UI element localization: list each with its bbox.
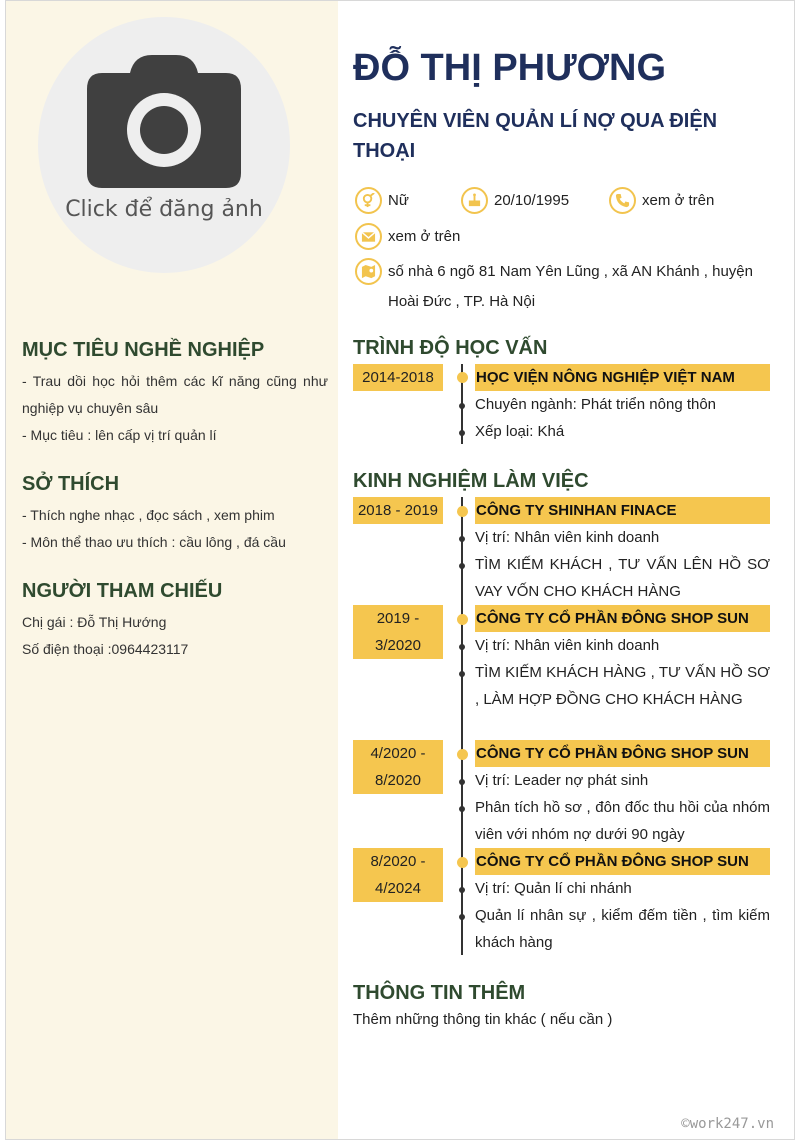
map-icon — [355, 258, 382, 285]
timeline-dot — [457, 506, 468, 517]
phone-icon — [609, 187, 636, 214]
hobbies-title: SỞ THÍCH — [22, 473, 120, 495]
references-section — [22, 580, 328, 663]
experience-detail: Vị trí: Nhân viên kinh doanh — [475, 529, 660, 546]
experience-date: 8/2020 - 4/2024 — [353, 848, 443, 902]
education-school: HỌC VIỆN NÔNG NGHIỆP VIỆT NAM — [475, 364, 770, 391]
email-value: xem ở trên — [388, 228, 461, 245]
education-detail: Xếp loại: Khá — [475, 423, 565, 440]
experience-detail: Vị trí: Nhân viên kinh doanh — [475, 637, 660, 654]
gender-value: Nữ — [388, 192, 409, 209]
experience-title: KINH NGHIỆM LÀM VIỆC — [353, 470, 589, 492]
experience-detail: TÌM KIẾM KHÁCH , TƯ VẤN LÊN HỒ SƠ VAY VỐN CHO KHÁCH HÀNG — [475, 556, 770, 600]
hobby-line: - Môn thể thao ưu thích : cầu lông , đá cầu — [22, 534, 286, 550]
more-info-title: THÔNG TIN THÊM — [353, 982, 526, 1004]
experience-date: 2018 - 2019 — [353, 497, 443, 524]
phone-info — [609, 187, 714, 214]
reference-line: Số điện thoại :0964423117 — [22, 641, 189, 657]
hobbies-section — [22, 473, 328, 556]
candidate-name: ĐỖ THỊ PHƯƠNG — [353, 47, 667, 89]
more-info-text: Thêm những thông tin khác ( nếu cần ) — [353, 1011, 613, 1028]
email-icon — [355, 223, 382, 250]
experience-detail: Phân tích hồ sơ , đôn đốc thu hồi của nhóm viên với nhóm nợ dưới 90 ngày — [475, 799, 770, 843]
experience-detail: Vị trí: Leader nợ phát sinh — [475, 772, 649, 789]
bullet-dot — [459, 430, 465, 436]
timeline-dot — [457, 857, 468, 868]
timeline-dot — [457, 372, 468, 383]
experience-date: 4/2020 - 8/2020 — [353, 740, 443, 794]
bullet-dot — [459, 887, 465, 893]
objective-section — [22, 339, 328, 449]
email-info — [355, 223, 460, 250]
experience-date: 2019 - 3/2020 — [353, 605, 443, 659]
experience-company: CÔNG TY CỔ PHẦN ĐÔNG SHOP SUN — [475, 605, 770, 632]
birthday-value: 20/10/1995 — [494, 192, 570, 209]
education-detail: Chuyên ngành: Phát triển nông thôn — [475, 396, 717, 413]
birthday-info — [461, 187, 569, 214]
cv-page — [5, 0, 795, 1140]
bullet-dot — [459, 671, 465, 677]
experience-company: CÔNG TY SHINHAN FINACE — [475, 497, 770, 524]
bullet-dot — [459, 806, 465, 812]
timeline-dot — [457, 614, 468, 625]
bullet-dot — [459, 644, 465, 650]
objective-line: - Mục tiêu : lên cấp vị trí quản lí — [22, 427, 217, 443]
phone-value: xem ở trên — [642, 192, 715, 209]
experience-detail: Vị trí: Quản lí chi nhánh — [475, 880, 632, 897]
bullet-dot — [459, 536, 465, 542]
experience-company: CÔNG TY CỔ PHẦN ĐÔNG SHOP SUN — [475, 848, 770, 875]
bullet-dot — [459, 914, 465, 920]
birthday-cake-icon — [461, 187, 488, 214]
sidebar — [6, 1, 338, 1139]
objective-title: MỤC TIÊU NGHỀ NGHIỆP — [22, 339, 265, 361]
photo-upload-label: Click để đăng ảnh — [65, 197, 263, 222]
bullet-dot — [459, 779, 465, 785]
experience-company: CÔNG TY CỔ PHẦN ĐÔNG SHOP SUN — [475, 740, 770, 767]
hobby-line: - Thích nghe nhạc , đọc sách , xem phim — [22, 507, 275, 523]
education-date: 2014-2018 — [353, 364, 443, 391]
experience-detail: TÌM KIẾM KHÁCH HÀNG , TƯ VẤN HỒ SƠ , LÀM HỢP ĐỒNG CHO KHÁCH HÀNG — [475, 664, 770, 708]
experience-detail: Quản lí nhân sự , kiểm đếm tiền , tìm kiếm khách hàng — [475, 907, 770, 951]
watermark: ©work247.vn — [681, 1116, 774, 1132]
bullet-dot — [459, 403, 465, 409]
address-info — [355, 258, 768, 317]
education-title: TRÌNH ĐỘ HỌC VẤN — [353, 337, 548, 359]
photo-upload[interactable] — [38, 17, 290, 273]
gender-icon — [355, 187, 382, 214]
address-value: số nhà 6 ngõ 81 Nam Yên Lũng , xã AN Khánh , huyện Hoài Đức , TP. Hà Nội — [388, 263, 753, 310]
job-title: CHUYÊN VIÊN QUẢN LÍ NỢ QUA ĐIỆN THOẠI — [353, 110, 718, 162]
camera-icon — [86, 53, 242, 189]
reference-line: Chị gái : Đỗ Thị Hướng — [22, 614, 167, 630]
gender-info — [355, 187, 409, 214]
references-title: NGƯỜI THAM CHIẾU — [22, 580, 223, 602]
bullet-dot — [459, 563, 465, 569]
objective-line: - Trau dồi học hỏi thêm các kĩ năng cũng như nghiệp vụ chuyên sâu — [22, 373, 328, 416]
timeline-dot — [457, 749, 468, 760]
